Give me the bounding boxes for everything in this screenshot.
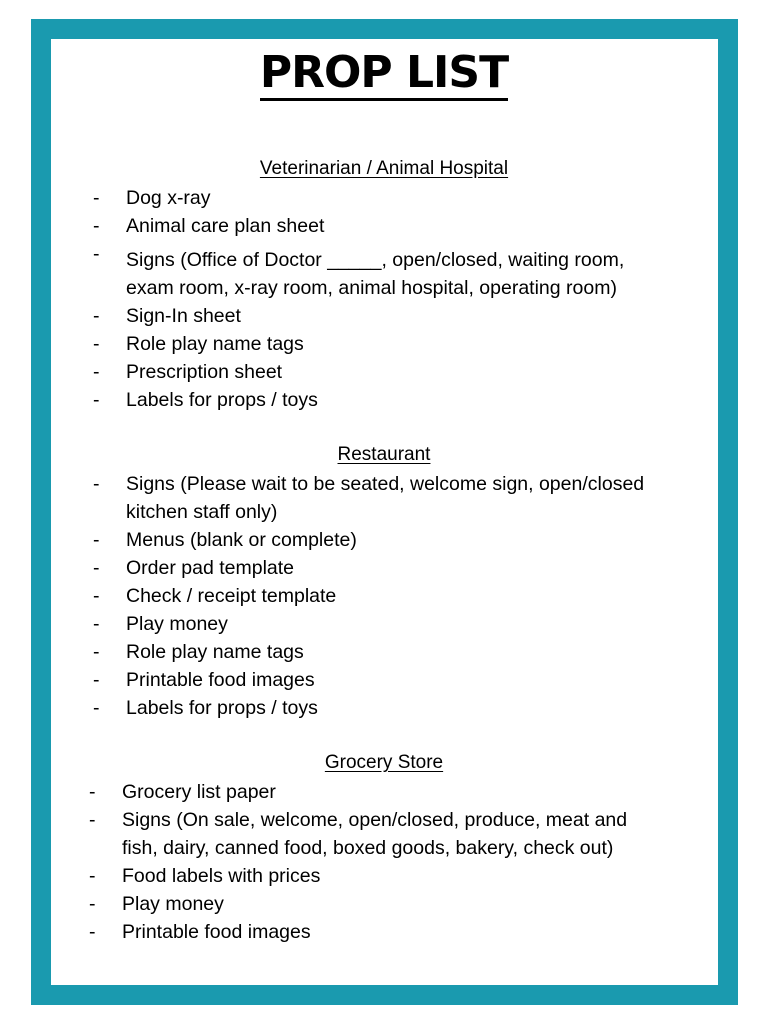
page-title [0,47,768,99]
list-item: - Signs (Office of Doctor _____, open/closed, waiting room, [126,246,624,274]
list-item: - Labels for props / toys [126,386,624,414]
bullet-dash: - [93,361,100,383]
bullet-dash: - [93,613,100,635]
section-heading-restaurant: Restaurant [337,444,431,465]
list-item: - Dog x-ray [126,184,624,212]
bullet-dash: - [93,669,100,691]
list-item: - Prescription sheet [126,358,624,386]
list-item: - Signs (On sale, welcome, open/closed, produce, meat and [122,806,627,834]
list-item: - Grocery list paper [122,778,627,806]
restaurant-prop-list [93,470,645,722]
list-item: - Labels for props / toys [126,694,644,722]
bullet-dash: - [93,215,100,237]
list-item: - Play money [122,890,627,918]
page-title-text: PROP LIST [260,47,508,101]
bullet-dash: - [89,865,96,887]
grocery-store-prop-list [89,778,628,946]
bullet-dash: - [89,809,96,831]
bullet-dash: - [93,187,100,209]
bullet-dash: - [89,921,96,943]
bullet-dash: - [93,641,100,663]
list-item: - Animal care plan sheet [126,212,624,240]
list-item-continuation: kitchen staff only) [126,501,278,523]
list-item-continuation: exam room, x-ray room, animal hospital, operating room) [126,277,617,299]
list-item: - Menus (blank or complete) [126,526,644,554]
list-item: - Sign-In sheet [126,302,624,330]
bullet-dash: - [93,585,100,607]
section-heading-grocery-store: Grocery Store [324,752,444,773]
bullet-dash: - [93,333,100,355]
list-item: - Check / receipt template [126,582,644,610]
bullet-dash: - [93,473,100,495]
list-item: - Printable food images [126,666,644,694]
list-item: - Food labels with prices [122,862,627,890]
bullet-dash: - [93,243,100,265]
list-item: - Role play name tags [126,330,624,358]
list-item: - Play money [126,610,644,638]
section-heading-veterinarian: Veterinarian / Animal Hospital [259,158,509,179]
bullet-dash: - [93,697,100,719]
list-item: - Printable food images [122,918,627,946]
list-item-continuation: fish, dairy, canned food, boxed goods, bakery, check out) [122,837,614,859]
bullet-dash: - [93,529,100,551]
veterinarian-prop-list [93,184,625,414]
list-item: - Signs (Please wait to be seated, welcome sign, open/closed [126,470,644,498]
list-item: - Role play name tags [126,638,644,666]
bullet-dash: - [93,389,100,411]
bullet-dash: - [93,557,100,579]
bullet-dash: - [89,893,96,915]
list-item: - Order pad template [126,554,644,582]
bullet-dash: - [89,781,96,803]
bullet-dash: - [93,305,100,327]
